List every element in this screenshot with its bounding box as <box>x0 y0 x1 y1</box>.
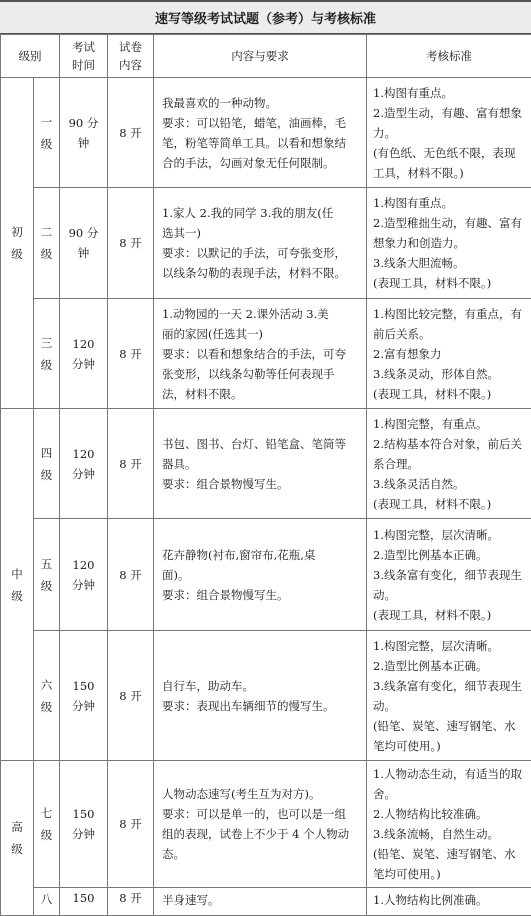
criteria-line: 2.造型生动，有趣、富有想象 <box>373 103 527 123</box>
table-row <box>1 888 531 916</box>
time-line: 分钟 <box>60 575 107 595</box>
header-level: 级别 <box>1 35 60 78</box>
table-row <box>1 761 531 888</box>
criteria-cell <box>367 409 531 519</box>
content-line: 张变形，以线条勾勒等任何表现手 <box>162 364 362 384</box>
paper-cell: 8 开 <box>108 78 154 188</box>
time-line: 分钟 <box>60 464 107 484</box>
criteria-line: (表现工具，材料不限。) <box>373 273 527 293</box>
time-line: 120 <box>60 444 107 464</box>
table-row <box>1 519 531 631</box>
criteria-cell <box>367 299 531 409</box>
criteria-line: 想象力和创造力。 <box>373 233 527 253</box>
paper-cell: 8 开 <box>108 409 154 519</box>
content-line: 要求：可以是单一的，也可以是一组 <box>162 804 362 824</box>
criteria-line: 3.线条富有变化，细节表现生 <box>373 565 527 585</box>
content-line: 半身速写。 <box>162 890 362 910</box>
content-line: 合的手法，勾画对象无任何限制。 <box>162 153 362 173</box>
criteria-line: 3.线条富有变化，细节表现生 <box>373 676 527 696</box>
criteria-line: 1.构图有重点。 <box>373 83 527 103</box>
time-line: 分钟 <box>60 696 107 716</box>
content-line: 书包、图书、台灯、铅笔盒、笔筒等 <box>162 434 362 454</box>
criteria-line: 力。 <box>373 123 527 143</box>
table-row <box>1 409 531 519</box>
level-cell: 三级 <box>34 299 60 409</box>
content-line: 态。 <box>162 844 362 864</box>
content-cell <box>154 78 367 188</box>
time-line: 钟 <box>60 133 107 153</box>
header-time: 考试 时间 <box>60 35 108 78</box>
time-line: 150 <box>60 888 107 908</box>
page-title: 速写等级考试试题（参考）与考核标准 <box>0 0 531 34</box>
criteria-cell <box>367 519 531 631</box>
criteria-line: (表现工具，材料不限。) <box>373 494 527 514</box>
criteria-line: 笔均可使用。) <box>373 736 527 756</box>
criteria-line: 系合理。 <box>373 454 527 474</box>
content-line: 要求：组合景物慢写生。 <box>162 474 362 494</box>
time-line: 120 <box>60 334 107 354</box>
time-line: 钟 <box>60 243 107 263</box>
criteria-line: 舍。 <box>373 784 527 804</box>
paper-cell: 8 开 <box>108 888 154 916</box>
criteria-line: 2.造型比例基本正确。 <box>373 545 527 565</box>
criteria-line: 1.构图比较完整，有重点，有 <box>373 304 527 324</box>
content-cell <box>154 761 367 888</box>
criteria-line: 工具，材料不限。) <box>373 163 527 183</box>
table-row <box>1 631 531 761</box>
content-line: 人物动态速写(考生互为对方)。 <box>162 784 362 804</box>
content-line: 要求：可以铅笔，蜡笔，油画棒，毛 <box>162 113 362 133</box>
content-cell <box>154 519 367 631</box>
time-cell <box>60 78 108 188</box>
criteria-line: 3.线条灵活自然。 <box>373 474 527 494</box>
criteria-cell <box>367 888 531 916</box>
criteria-line: 1.构图完整，有重点。 <box>373 414 527 434</box>
content-line: 法，材料不限。 <box>162 384 362 404</box>
criteria-line: 3.线条灵动，形体自然。 <box>373 364 527 384</box>
level-cell: 七级 <box>34 761 60 888</box>
criteria-line: 1.构图完整，层次清晰。 <box>373 525 527 545</box>
criteria-cell <box>367 188 531 299</box>
criteria-line: (表现工具，材料不限。) <box>373 605 527 625</box>
content-line: 笔，粉笔等简单工具。以看和想象结 <box>162 133 362 153</box>
content-line: 自行车，助动车。 <box>162 676 362 696</box>
criteria-line: 2.结构基本符合对象，前后关 <box>373 434 527 454</box>
criteria-line: 1.构图有重点。 <box>373 193 527 213</box>
content-cell <box>154 631 367 761</box>
content-line: 丽的家园(任选其一) <box>162 324 362 344</box>
content-line: 要求：以默记的手法，可夸张变形， <box>162 243 362 263</box>
level-cell: 八 <box>34 888 60 916</box>
criteria-line: 1.构图完整，层次清晰。 <box>373 636 527 656</box>
content-line: 我最喜欢的一种动物。 <box>162 93 362 113</box>
content-line: 组的表现，试卷上不少于 4 个人物动 <box>162 824 362 844</box>
paper-cell: 8 开 <box>108 761 154 888</box>
criteria-line: (铅笔、炭笔、速写钢笔、水 <box>373 844 527 864</box>
level-cell: 六级 <box>34 631 60 761</box>
header-criteria: 考核标准 <box>367 35 531 78</box>
group-senior: 高级 <box>1 761 34 916</box>
paper-cell: 8 开 <box>108 299 154 409</box>
criteria-line: (表现工具，材料不限。) <box>373 384 527 404</box>
header-row <box>1 35 531 78</box>
time-line: 分钟 <box>60 354 107 374</box>
paper-cell: 8 开 <box>108 631 154 761</box>
time-line: 150 <box>60 676 107 696</box>
criteria-line: 2.造型比例基本正确。 <box>373 656 527 676</box>
time-cell <box>60 888 108 916</box>
header-content: 内容与要求 <box>154 35 367 78</box>
time-cell <box>60 631 108 761</box>
content-line: 器具。 <box>162 454 362 474</box>
paper-cell: 8 开 <box>108 188 154 299</box>
time-cell <box>60 761 108 888</box>
content-line: 要求：表现出车辆细节的慢写生。 <box>162 696 362 716</box>
level-cell: 一级 <box>34 78 60 188</box>
time-line: 120 <box>60 555 107 575</box>
criteria-line: 2.人物结构比较准确。 <box>373 804 527 824</box>
level-cell: 五级 <box>34 519 60 631</box>
group-middle: 中级 <box>1 409 34 761</box>
content-line: 要求：组合景物慢写生。 <box>162 585 362 605</box>
time-cell <box>60 188 108 299</box>
content-line: 要求：以看和想象结合的手法，可夸 <box>162 344 362 364</box>
level-cell: 四级 <box>34 409 60 519</box>
table-row <box>1 78 531 188</box>
time-line: 分钟 <box>60 824 107 844</box>
criteria-line: 3.线条流畅，自然生动。 <box>373 824 527 844</box>
content-line: 以线条勾勒的表现手法，材料不限。 <box>162 263 362 283</box>
content-line: 1.动物园的一天 2.课外活动 3.美 <box>162 304 362 324</box>
criteria-cell <box>367 78 531 188</box>
criteria-line: 动。 <box>373 585 527 605</box>
time-cell <box>60 409 108 519</box>
time-cell <box>60 299 108 409</box>
content-line: 花卉静物(衬布,窗帘布,花瓶,桌 <box>162 545 362 565</box>
content-cell <box>154 299 367 409</box>
content-line: 选其一) <box>162 223 362 243</box>
criteria-line: 1.人物动态生动，有适当的取 <box>373 764 527 784</box>
time-line: 150 <box>60 804 107 824</box>
criteria-cell <box>367 761 531 888</box>
header-paper: 试卷 内容 <box>108 35 154 78</box>
paper-cell: 8 开 <box>108 519 154 631</box>
table-row <box>1 188 531 299</box>
content-cell <box>154 888 367 916</box>
criteria-cell <box>367 631 531 761</box>
content-line: 面)。 <box>162 565 362 585</box>
time-line: 90 分 <box>60 113 107 133</box>
table-row <box>1 299 531 409</box>
criteria-line: 动。 <box>373 696 527 716</box>
criteria-line: 笔均可使用。) <box>373 864 527 884</box>
criteria-line: 前后关系。 <box>373 324 527 344</box>
content-cell <box>154 188 367 299</box>
criteria-line: (有色纸、无色纸不限，表现 <box>373 143 527 163</box>
level-cell: 二级 <box>34 188 60 299</box>
content-line: 1.家人 2.我的同学 3.我的朋友(任 <box>162 203 362 223</box>
content-cell <box>154 409 367 519</box>
criteria-line: 2.富有想象力 <box>373 344 527 364</box>
time-line: 90 分 <box>60 223 107 243</box>
criteria-line: 1.人物结构比例准确。 <box>373 890 527 910</box>
group-primary: 初级 <box>1 78 34 409</box>
time-cell <box>60 519 108 631</box>
criteria-line: 2.造型稚拙生动，有趣、富有 <box>373 213 527 233</box>
exam-standards-table <box>0 34 531 916</box>
criteria-line: (铅笔、炭笔、速写钢笔、水 <box>373 716 527 736</box>
criteria-line: 3.线条大胆流畅。 <box>373 253 527 273</box>
